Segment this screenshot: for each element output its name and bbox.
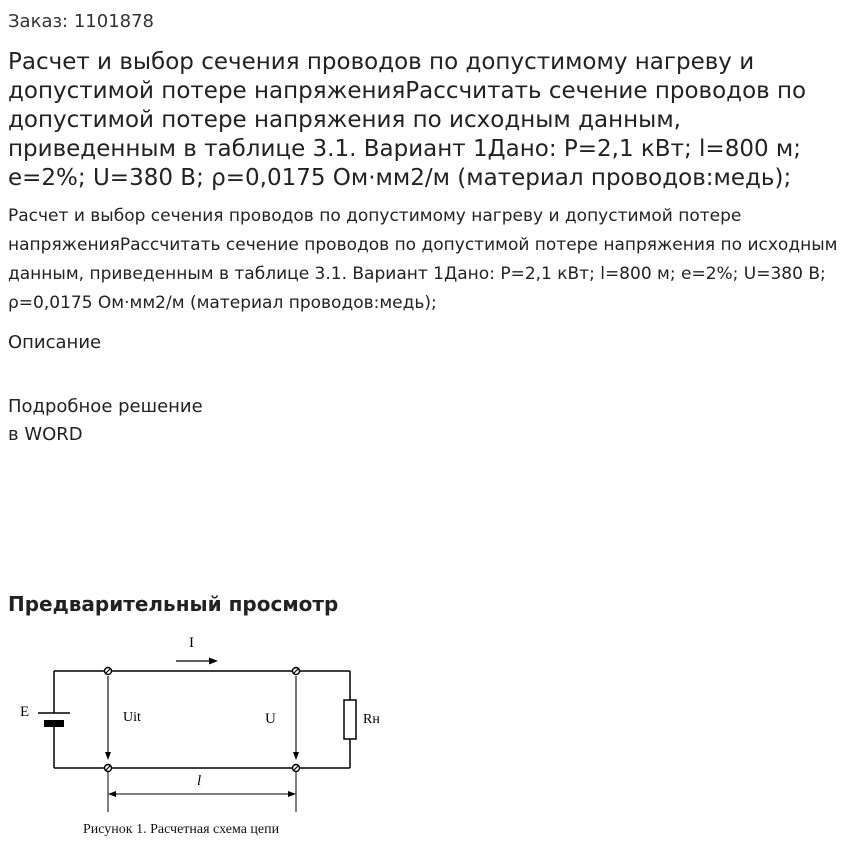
order-label: Заказ: xyxy=(8,11,69,32)
voltage-start-label: Uit xyxy=(123,710,141,725)
terminal-bottom-left xyxy=(105,765,112,772)
description-heading: Описание xyxy=(8,332,102,353)
length-label: l xyxy=(197,773,202,789)
voltage-start-arrow-head xyxy=(105,752,111,760)
length-arrow-left xyxy=(108,791,116,797)
current-arrow-head xyxy=(209,658,218,665)
order-info xyxy=(8,10,154,34)
task-description: Расчет и выбор сечения проводов по допустимому нагреву и допустимой потере напряженияРассчитать сечение проводов по допустимой потере напряжения по исходным данным, приведенным в таблице 3.1. Вариант 1Дано: P=2,1 кВт; l=800 м; e=2%; U=380 В; ρ=0,0175 Ом·мм2/м (материал проводов:медь); xyxy=(8,206,838,313)
solution-info xyxy=(8,393,203,449)
load-resistor xyxy=(344,700,356,739)
page-title: Расчет и выбор сечения проводов по допустимому нагреву и допустимой потере напряженияРассчитать сечение проводов по допустимой потере напряжения по исходным данным, приведенным в таблице 3.1. Вариант 1Дано: P=2,1 кВт; l=800 м; e=2%; U=380 В; ρ=0,0175 Ом·мм2/м (материал проводов:медь); xyxy=(8,49,807,191)
current-label: I xyxy=(189,635,194,651)
load-label: Rн xyxy=(363,712,380,727)
terminal-top-left xyxy=(105,668,112,675)
length-arrow-right xyxy=(288,791,296,797)
source-label: E xyxy=(20,704,30,720)
preview-heading: Предварительный просмотр xyxy=(8,592,339,616)
solution-line-1: Подробное решение xyxy=(8,396,203,417)
terminal-bottom-right xyxy=(293,765,300,772)
voltage-end-label: U xyxy=(265,711,276,727)
solution-line-2: в WORD xyxy=(8,424,83,445)
diagram-caption: Рисунок 1. Расчетная схема цепи xyxy=(83,822,280,837)
circuit-diagram xyxy=(0,626,420,845)
order-number: 1101878 xyxy=(73,11,155,32)
terminal-top-right xyxy=(293,668,300,675)
voltage-end-arrow-head xyxy=(293,752,299,760)
battery-short-plate xyxy=(44,720,64,727)
